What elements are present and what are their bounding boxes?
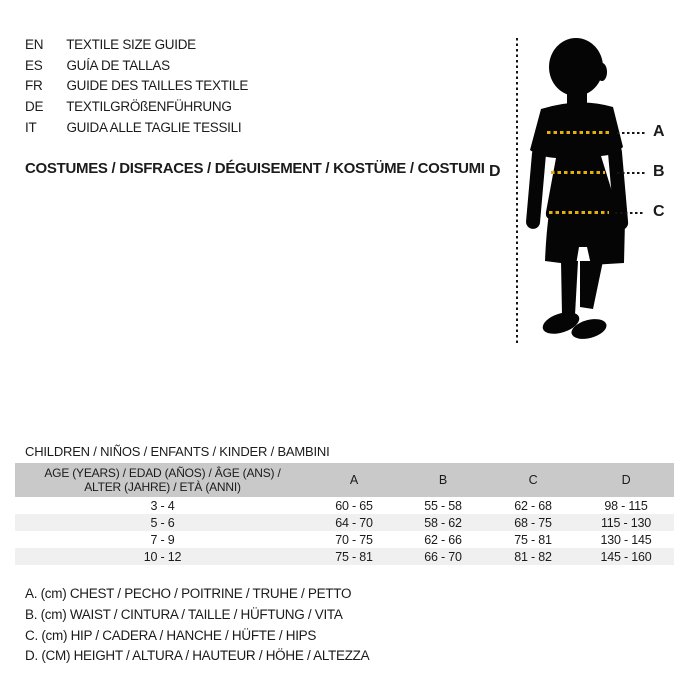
measure-label-b: B <box>653 163 665 180</box>
value-cell-b: 66 - 70 <box>424 549 462 564</box>
language-name: GUÍA DE TALLAS <box>66 57 170 73</box>
height-measure-line <box>516 38 518 345</box>
legend-item-hip: C. (cm) HIP / CADERA / HANCHE / HÜFTE / HIPS <box>25 627 317 643</box>
category-title: COSTUMES / DISFRACES / DÉGUISEMENT / KOSTÜME / COSTUMI <box>25 160 485 177</box>
language-row <box>25 97 248 118</box>
child-silhouette-icon <box>525 35 645 345</box>
measure-label-d: D <box>489 163 501 180</box>
table-row <box>15 514 674 531</box>
value-cell-d: 130 - 145 <box>600 532 652 547</box>
table-header-row <box>15 463 674 497</box>
value-cell-a: 60 - 65 <box>335 498 373 513</box>
language-row <box>25 35 248 56</box>
age-cell: 3 - 4 <box>150 498 175 513</box>
size-table <box>15 463 674 565</box>
age-cell: 7 - 9 <box>150 532 175 547</box>
age-cell: 5 - 6 <box>150 515 175 530</box>
column-header-d: D <box>621 473 631 487</box>
value-cell-c: 81 - 82 <box>514 549 552 564</box>
language-code: IT <box>25 119 37 135</box>
column-header-c: C <box>528 473 538 487</box>
hip-measure-line <box>549 211 609 214</box>
table-row <box>15 548 674 565</box>
value-cell-d: 115 - 130 <box>600 515 652 530</box>
language-code: EN <box>25 37 44 52</box>
language-code: DE <box>25 99 44 115</box>
age-cell: 10 - 12 <box>143 549 182 564</box>
age-header-line2: ALTER (JAHRE) / ETÀ (ANNI) <box>84 480 241 494</box>
measure-label-c: C <box>653 203 665 220</box>
legend-item-height: D. (CM) HEIGHT / ALTURA / HAUTEUR / HÖHE / ALTEZZA <box>25 648 370 664</box>
column-header-a: A <box>349 473 359 487</box>
hip-leader-dots <box>615 212 645 215</box>
column-header-b: B <box>438 473 448 487</box>
value-cell-d: 98 - 115 <box>604 498 648 513</box>
language-name: GUIDE DES TAILLES TEXTILE <box>66 78 249 94</box>
language-list <box>25 35 248 139</box>
waist-leader-dots <box>617 172 647 175</box>
chest-leader-dots <box>617 132 647 135</box>
age-header-line1: AGE (YEARS) / EDAD (AÑOS) / ÂGE (ANS) / <box>44 465 281 480</box>
measure-label-a: A <box>653 123 665 140</box>
value-cell-a: 64 - 70 <box>335 515 373 530</box>
table-row <box>15 497 674 514</box>
language-code: ES <box>25 57 43 73</box>
language-code: FR <box>25 78 43 94</box>
value-cell-a: 70 - 75 <box>335 532 373 547</box>
measurement-legend <box>25 584 369 667</box>
value-cell-c: 62 - 68 <box>514 498 552 513</box>
language-name: TEXTILE SIZE GUIDE <box>66 37 196 52</box>
table-row <box>15 531 674 548</box>
chest-measure-line <box>547 131 610 134</box>
waist-measure-line <box>551 171 605 174</box>
value-cell-d: 145 - 160 <box>600 549 652 564</box>
value-cell-c: 75 - 81 <box>514 532 552 547</box>
language-row <box>25 118 248 139</box>
legend-item-waist: B. (cm) WAIST / CINTURA / TAILLE / HÜFTUNG / VITA <box>25 606 343 622</box>
value-cell-b: 62 - 66 <box>424 532 462 547</box>
value-cell-b: 58 - 62 <box>424 515 462 530</box>
language-name: TEXTILGRÖßENFÜHRUNG <box>66 99 232 115</box>
language-name: GUIDA ALLE TAGLIE TESSILI <box>66 119 242 135</box>
age-column-header <box>15 463 310 497</box>
language-row <box>25 56 248 77</box>
value-cell-b: 55 - 58 <box>424 498 462 513</box>
legend-item-chest: A. (cm) CHEST / PECHO / POITRINE / TRUHE / PETTO <box>25 586 352 601</box>
language-row <box>25 76 248 97</box>
value-cell-a: 75 - 81 <box>335 549 373 564</box>
value-cell-c: 68 - 75 <box>514 515 552 530</box>
children-section-title: CHILDREN / NIÑOS / ENFANTS / KINDER / BAMBINI <box>25 444 330 459</box>
